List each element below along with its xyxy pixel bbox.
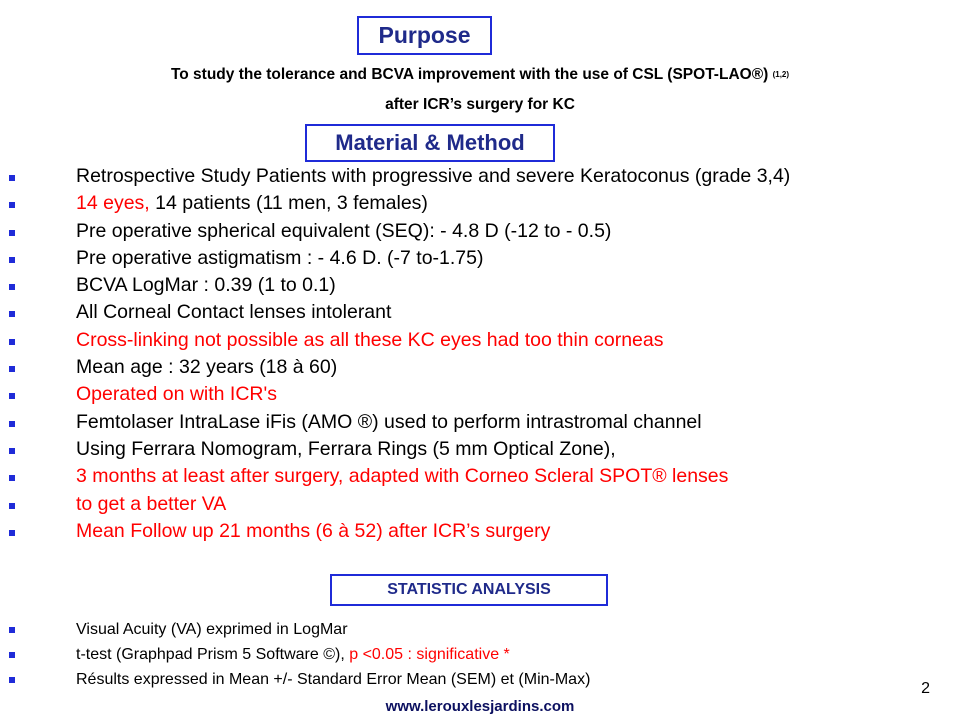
list-item-text: All Corneal Contact lenses intolerant xyxy=(76,301,392,324)
purpose-statement-line-1 xyxy=(0,66,960,84)
purpose-heading xyxy=(357,16,492,55)
page-number: 2 xyxy=(921,680,930,697)
list-item-text: Pre operative spherical equivalent (SEQ): - 4.8 D (-12 to - 0.5) xyxy=(76,219,612,242)
bullet-square-icon xyxy=(9,503,15,509)
purpose-text-2: after ICR’s surgery for KC xyxy=(385,96,575,113)
bullet-square-icon xyxy=(9,339,15,345)
bullet-square-icon xyxy=(9,421,15,427)
list-item xyxy=(0,409,790,436)
list-item xyxy=(0,245,790,272)
list-item-text: Mean Follow up 21 months (6 à 52) after ICR’s surgery xyxy=(76,519,551,542)
material-method-heading xyxy=(305,124,555,162)
list-item xyxy=(0,218,790,245)
list-item-text: Femtolaser IntraLase iFis (AMO ®) used to perform intrastromal channel xyxy=(76,410,702,433)
bullet-square-icon xyxy=(9,530,15,536)
statistic-analysis-title: STATISTIC ANALYSIS xyxy=(387,581,551,598)
list-item-text: Using Ferrara Nomogram, Ferrara Rings (5 mm Optical Zone), xyxy=(76,437,616,460)
bullet-square-icon xyxy=(9,230,15,236)
list-item xyxy=(0,617,590,642)
list-item xyxy=(0,463,790,490)
bullet-square-icon xyxy=(9,677,15,683)
list-item-text: p <0.05 : significative * xyxy=(349,646,510,663)
list-item-text: Résults expressed in Mean +/- Standard Error Mean (SEM) et (Min-Max) xyxy=(76,671,591,688)
list-item-text: Pre operative astigmatism : - 4.6 D. (-7 to-1.75) xyxy=(76,246,484,269)
list-item-text: Operated on with ICR's xyxy=(76,383,277,406)
list-item xyxy=(0,163,790,190)
purpose-statement-line-2 xyxy=(0,96,960,114)
list-item xyxy=(0,354,790,381)
list-item-text: Mean age : 32 years (18 à 60) xyxy=(76,356,338,379)
material-method-title: Material & Method xyxy=(335,130,525,155)
list-item xyxy=(0,272,790,299)
bullet-square-icon xyxy=(9,627,15,633)
list-item xyxy=(0,518,790,545)
list-item xyxy=(0,642,590,667)
bullet-square-icon xyxy=(9,475,15,481)
list-item-text: t-test (Graphpad Prism 5 Software ©), xyxy=(76,646,350,663)
statistic-analysis-list xyxy=(0,617,590,692)
list-item xyxy=(0,436,790,463)
purpose-reference: (1,2) xyxy=(772,70,790,79)
bullet-square-icon xyxy=(9,202,15,208)
list-item xyxy=(0,327,790,354)
list-item xyxy=(0,299,790,326)
statistic-analysis-heading xyxy=(330,574,608,606)
list-item-text: BCVA LogMar : 0.39 (1 to 0.1) xyxy=(76,274,336,297)
bullet-square-icon xyxy=(9,393,15,399)
bullet-square-icon xyxy=(9,448,15,454)
list-item-text: to get a better VA xyxy=(76,492,227,515)
list-item-text: 14 patients (11 men, 3 females) xyxy=(155,192,428,215)
bullet-square-icon xyxy=(9,257,15,263)
list-item xyxy=(0,190,790,217)
list-item-text: 14 eyes, xyxy=(76,192,156,215)
list-item-text: 3 months at least after surgery, adapted with Corneo Scleral SPOT® lenses xyxy=(76,465,729,488)
list-item xyxy=(0,491,790,518)
list-item xyxy=(0,381,790,408)
purpose-title: Purpose xyxy=(378,22,471,48)
bullet-square-icon xyxy=(9,366,15,372)
purpose-text-1: To study the tolerance and BCVA improvement with the use of CSL (SPOT-LAO®) xyxy=(170,66,769,83)
list-item-text: Visual Acuity (VA) exprimed in LogMar xyxy=(76,621,348,638)
list-item xyxy=(0,667,590,692)
bullet-square-icon xyxy=(9,311,15,317)
list-item-text: Retrospective Study Patients with progressive and severe Keratoconus (grade 3,4) xyxy=(76,165,791,187)
bullet-square-icon xyxy=(9,652,15,658)
bullet-square-icon xyxy=(9,175,15,181)
bullet-square-icon xyxy=(9,284,15,290)
material-method-list xyxy=(0,163,790,545)
footer-website-url: www.lerouxlesjardins.com xyxy=(385,698,575,715)
list-item-text: Cross-linking not possible as all these KC eyes had too thin corneas xyxy=(76,328,664,351)
